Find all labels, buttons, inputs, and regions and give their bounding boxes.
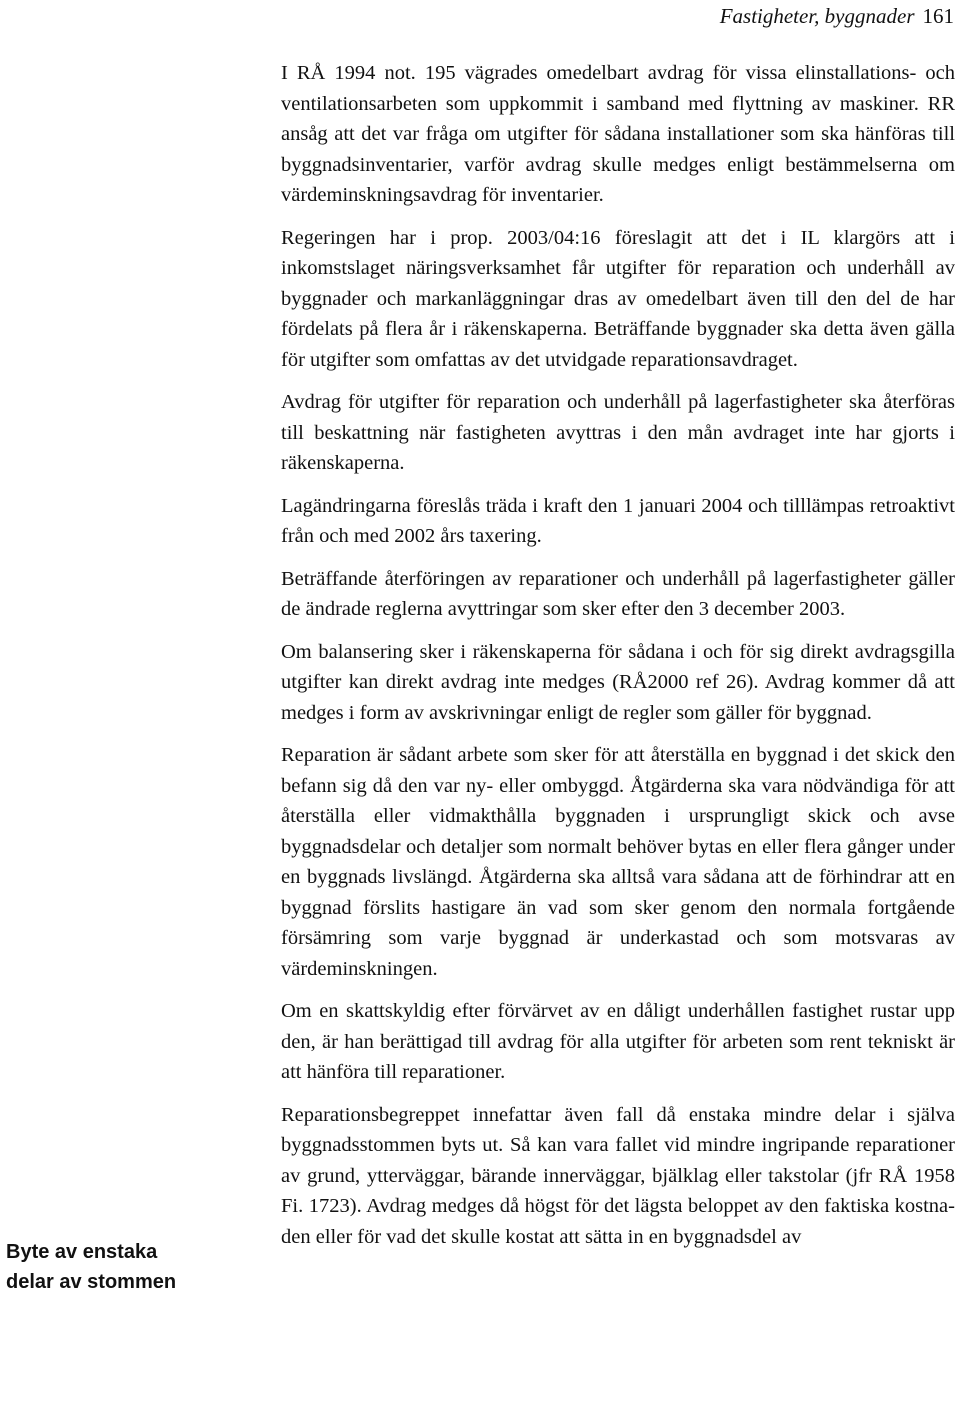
running-title: Fastigheter, byggnader	[719, 4, 915, 28]
body-text	[281, 58, 955, 1264]
running-header	[720, 2, 954, 30]
margin-heading: Byte av enstaka delar av stommen	[6, 1241, 177, 1293]
paragraph-balansering: Om balansering sker i räkenskaperna för sådana i och för sig direkt avdragsgilla utgifter kan direkt avdrag inte medges (RÅ2000 ref 26). Avdrag kommer då att medges i form av avskrivningar enligt de regler som gäller för byggnad.	[281, 640, 955, 724]
paragraph-aterforing: Beträffande återföringen av reparationer och underhåll på lagerfastigheter gäller de ändrade reglerna avyttringar som sker efter den 3 december 2003.	[281, 567, 955, 620]
paragraph-ikrafttradande: Lagändringarna föreslås träda i kraft den 1 januari 2004 och tilllämpas retroaktivt från och med 2002 års taxering.	[281, 494, 955, 547]
paragraph-reparation-definition: Reparation är sådant arbete som sker för att återställa en byggnad i det skick den befann sig då den var ny- eller ombyggd. Åtgärderna ska vara nödvändiga för att återställa eller vidmakthålla byggnaden i ursprungligt skick och avse byggnadsdelar och detaljer som normalt behöver bytas en eller flera gånger under en byggnads livslängd. Åtgärderna ska alltså vara sådana att de förhindrar att en byggnad förslits hastigare än vad som sker genom den normala fortgående försämring som varje byggnad är underkastad och som motsvaras av värdeminskningen.	[281, 744, 955, 980]
paragraph-regeringen-prop: Regeringen har i prop. 2003/04:16 föreslagit att det i IL klargörs att i inkomstslaget näringsverksamhet får utgifter för reparation och underhåll av byggnader och markanläggningar dras av omedelbart även till den del de har fördelats på flera år i räkenskaperna. Beträffande byggnader ska detta även gälla för utgifter som omfattas av det utvidgade reparationsavdraget.	[281, 226, 955, 371]
paragraph-daligt-underhallen: Om en skattskyldig efter förvärvet av en dåligt underhållen fastighet rustar upp den, är han berättigad till avdrag för alla utgifter för arbeten som rent tekniskt är att hänföra till reparationer.	[281, 1000, 955, 1083]
paragraph-reparationsbegreppet: Reparationsbegreppet innefattar även fall då enstaka mindre delar i själva byggnadsstommen byts ut. Så kan vara fallet vid mindre ingripande reparationer av grund, ytterväggar, bärande innerväggar, bjälklag eller takstolar (jfr RÅ 1958 Fi. 1723). Avdrag medges då högst för det lägsta beloppet av den faktiska kostnaden eller för vad det skulle kostat att sätta in en byggnadsdel av	[281, 1103, 955, 1248]
paragraph-lagerfastigheter: Avdrag för utgifter för reparation och underhåll på lagerfastigheter ska återföras till beskattning när fastigheten avyttras i den mån avdraget inte har gjorts i räkenskaperna.	[281, 391, 955, 474]
paragraph-ra-1994: I RÅ 1994 not. 195 vägrades omedelbart avdrag för vissa elinstallations- och ventilationsarbeten som uppkommit i samband med flyttning av maskiner. RR ansåg att det var fråga om utgifter för sådana installationer som ska hänföras till byggnadsinventarier, varför avdrag skulle medges enligt bestämmelserna om värdeminskningsavdrag för inventarier.	[281, 62, 955, 206]
page-number: 161	[922, 4, 954, 28]
